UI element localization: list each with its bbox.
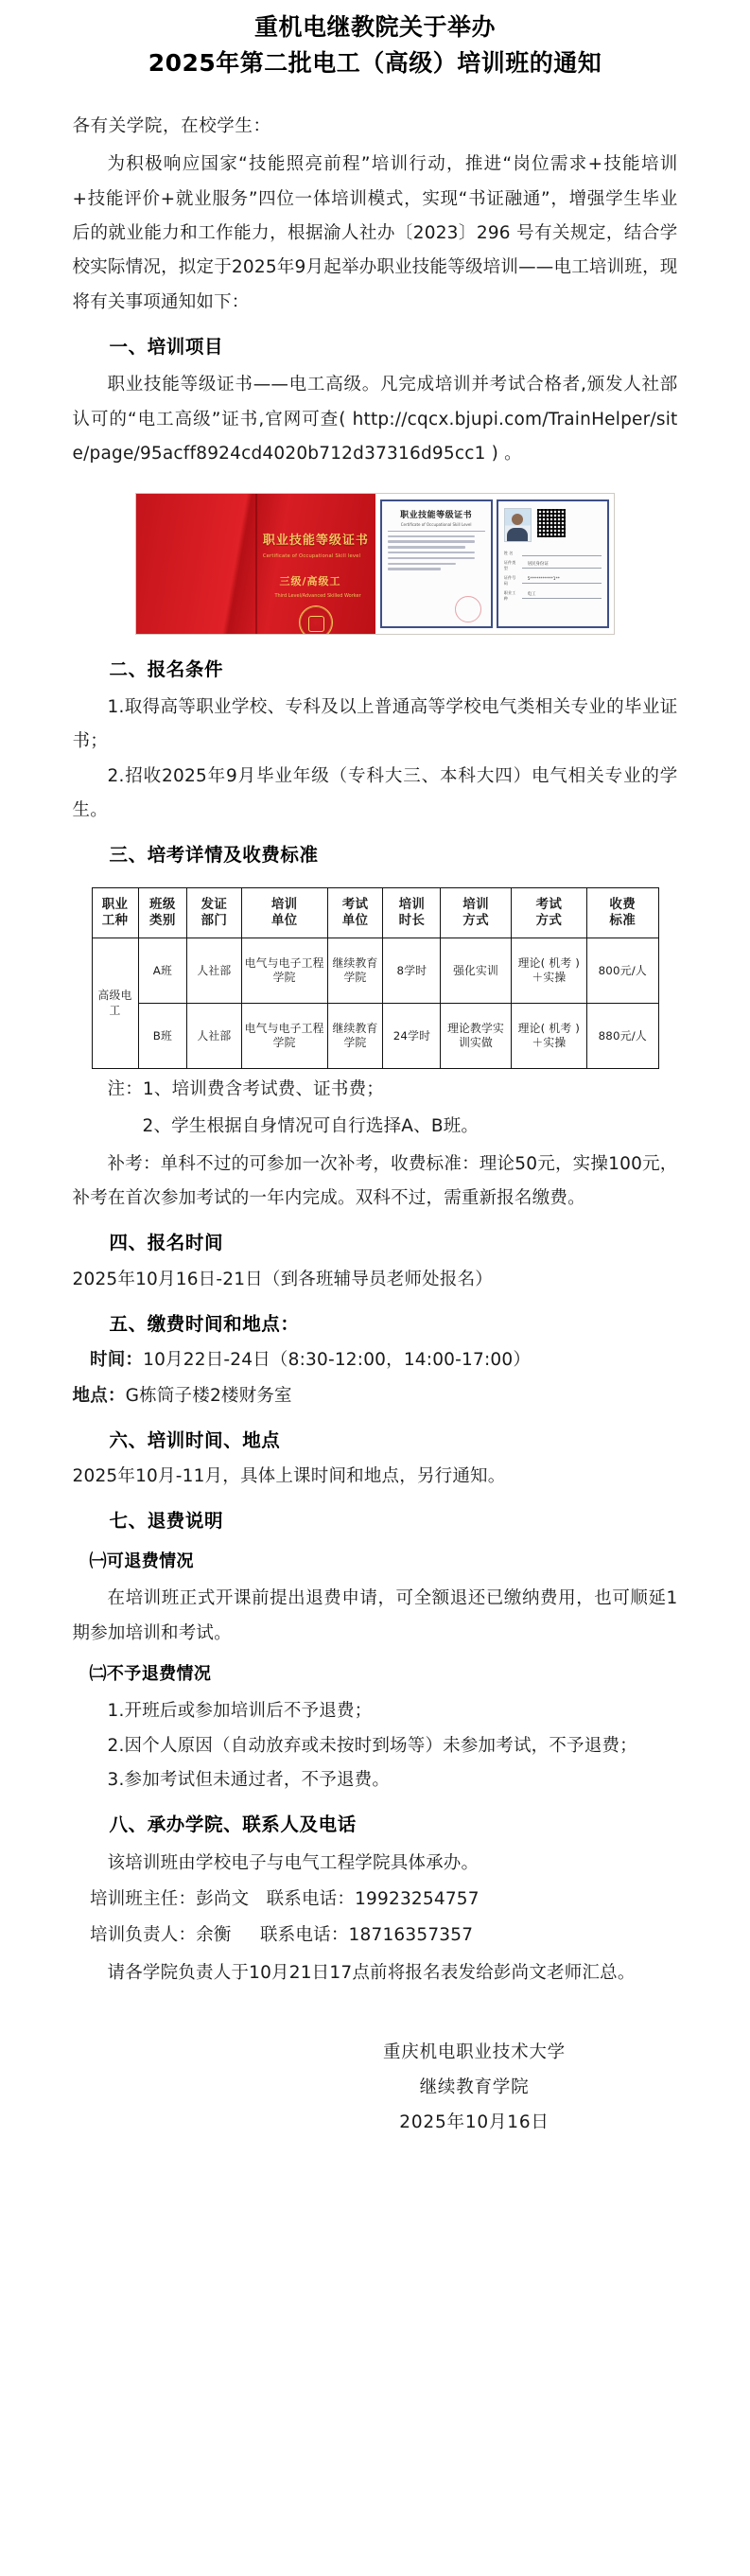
col-header-trade: 职业 工种 bbox=[92, 888, 138, 938]
inner-body-line bbox=[388, 557, 476, 559]
table-row bbox=[92, 938, 658, 1004]
col-header-fee: 收费 标准 bbox=[586, 888, 658, 938]
contact-manager-phone: 18716357357 bbox=[348, 1925, 474, 1945]
cell-hours: 24学时 bbox=[383, 1004, 441, 1069]
cell-exam-unit: 继续教育学院 bbox=[327, 1004, 383, 1069]
closing-paragraph: 请各学院负责人于10月21日17点前将报名表发给彭尚文老师汇总。 bbox=[107, 1963, 636, 1984]
title-line-2: 2025年第二批电工（高级）培训班的通知 bbox=[148, 49, 602, 77]
col-header-issuer: 发证 部门 bbox=[187, 888, 242, 938]
cell-fee: 880元/人 bbox=[586, 1004, 658, 1069]
field-label-occupation: 职业工种 bbox=[503, 589, 516, 601]
contact-manager-name: 余衡 bbox=[196, 1925, 232, 1945]
cell-exam-method: 理论( 机考 )＋实操 bbox=[511, 938, 586, 1004]
signature-date: 2025年10月16日 bbox=[399, 2112, 549, 2132]
section-heading-7: 七、退费说明 bbox=[109, 1509, 224, 1532]
section-heading-4: 四、报名时间 bbox=[109, 1232, 224, 1254]
signature-dept: 继续教育学院 bbox=[419, 2077, 530, 2097]
field-row-idtype bbox=[504, 560, 602, 571]
field-row-occupation bbox=[504, 590, 602, 602]
refundable-body: 在培训班正式开课前提出退费申请，可全额退还已缴纳费用，也可顺延1期参加培训和考试。 bbox=[72, 1588, 678, 1643]
payment-time-row bbox=[73, 1343, 678, 1377]
official-seal-icon bbox=[455, 596, 481, 622]
col-header-hours: 培训 时长 bbox=[383, 888, 441, 938]
cover-title-en: Certificate of Occupational Skill level bbox=[262, 553, 361, 560]
cover-seam bbox=[255, 494, 257, 634]
certificate-left-leaf bbox=[380, 499, 493, 628]
certificate-figure bbox=[73, 493, 678, 635]
contact-manager-role: 培训负责人： bbox=[90, 1925, 197, 1945]
table-note-1: 注：1、培训费含考试费、证书费； bbox=[107, 1079, 384, 1100]
nonrefundable-item-2: 2.因个人原因（自动放弃或未按时到场等）未参加考试，不予退费； bbox=[107, 1735, 637, 1756]
nonrefundable-item-1: 1.开班后或参加培训后不予退费； bbox=[107, 1701, 373, 1722]
cell-exam-method: 理论( 机考 )＋实操 bbox=[511, 1004, 586, 1069]
contact-director-phone: 19923254757 bbox=[355, 1888, 480, 1909]
inner-body-line bbox=[388, 535, 476, 537]
section-heading-6: 六、培训时间、地点 bbox=[109, 1428, 281, 1451]
col-header-train-method: 培训 方式 bbox=[441, 888, 511, 938]
certificate-cover bbox=[136, 494, 375, 634]
contact-row-director bbox=[73, 1883, 678, 1917]
payment-time-value: 10月22日-24日（8:30-12:00，14:00-17:00） bbox=[143, 1349, 532, 1370]
section-1-body: 职业技能等级证书——电工高级。凡完成培训并考试合格者,颁发人社部认可的“电工高级”证书,官网可查( http://cqcx.bjupi.com/TrainHelper/site/page/95acff8924cd4020b712d37316d95cc1 ) 。 bbox=[72, 375, 678, 464]
payment-time-label: 时间： bbox=[90, 1349, 144, 1370]
holder-photo-row bbox=[504, 508, 602, 542]
inner-body-line bbox=[388, 552, 476, 553]
section-heading-3: 三、培考详情及收费标准 bbox=[109, 844, 319, 867]
inner-body-line bbox=[388, 563, 456, 565]
cell-hours: 8学时 bbox=[383, 938, 441, 1004]
subsection-heading-nonrefundable: ㈡不予退费情况 bbox=[89, 1663, 212, 1684]
section-2-item-2: 2.招收2025年9月毕业年级（专科大三、本科大四）电气相关专业的学生。 bbox=[72, 765, 678, 820]
qr-code-icon bbox=[536, 508, 567, 538]
field-value-occupation-text: 电工 bbox=[527, 592, 536, 598]
cell-issuer: 人社部 bbox=[187, 1004, 242, 1069]
field-label-idno: 证件号码 bbox=[503, 574, 516, 586]
contact-director-name: 彭尚文 bbox=[196, 1888, 250, 1909]
section-2-item-1: 1.取得高等职业学校、专科及以上普通高等学校电气类相关专业的毕业证书； bbox=[72, 696, 678, 752]
table-row bbox=[92, 1004, 658, 1069]
contact-row-manager bbox=[73, 1919, 678, 1953]
col-header-train-unit: 培训 单位 bbox=[241, 888, 327, 938]
intro-paragraph: 为积极响应国家“技能照亮前程”培训行动，推进“岗位需求+技能培训+技能评价+就业服务”四位一体培训模式，实现“书证融通”，增强学生毕业后的就业能力和工作能力，根据渝人社办〔2023〕296 号有关规定，结合学校实际情况，拟定于2025年9月起举办职业技能等级培训——电工培训班，现将有关事项通知如下： bbox=[72, 154, 678, 312]
field-row-name bbox=[504, 551, 602, 556]
cell-train-unit: 电气与电子工程学院 bbox=[241, 938, 327, 1004]
payment-place-row bbox=[73, 1379, 678, 1413]
table-header-row bbox=[92, 888, 658, 938]
section-heading-8: 八、承办学院、联系人及电话 bbox=[109, 1814, 357, 1836]
field-row-idno bbox=[504, 575, 602, 587]
cover-title-cn: 职业技能等级证书 bbox=[262, 534, 369, 549]
inner-title-cn: 职业技能等级证书 bbox=[400, 510, 473, 520]
field-label-name: 姓 名 bbox=[503, 550, 514, 555]
national-emblem-icon bbox=[299, 605, 333, 635]
certificate-right-leaf bbox=[497, 499, 609, 628]
contact-manager-phone-label: 联系电话： bbox=[260, 1925, 349, 1945]
certificate-inner-spread bbox=[375, 494, 615, 634]
section-8-body: 该培训班由学校电子与电气工程学院具体承办。 bbox=[107, 1852, 480, 1873]
cell-train-method: 理论教学实训实做 bbox=[441, 1004, 511, 1069]
makeup-exam-paragraph: 补考：单科不过的可参加一次补考，收费标准：理论50元，实操100元，补考在首次参加考试的一年内完成。双科不过，需重新报名缴费。 bbox=[72, 1153, 678, 1209]
field-value-idtype bbox=[522, 563, 602, 569]
table-note-2: 2、学生根据自身情况可自行选择A、B班。 bbox=[142, 1115, 480, 1136]
signature-org: 重庆机电职业技术大学 bbox=[382, 2042, 566, 2062]
cell-trade: 高级电工 bbox=[92, 938, 138, 1069]
col-header-exam-unit: 考试 单位 bbox=[327, 888, 383, 938]
cell-exam-unit: 继续教育学院 bbox=[327, 938, 383, 1004]
holder-photo bbox=[504, 508, 532, 542]
inner-body-line bbox=[388, 568, 442, 570]
contact-director-phone-label: 联系电话： bbox=[266, 1888, 356, 1909]
cover-level-cn: 三级/高级工 bbox=[279, 574, 341, 587]
certificate-photo bbox=[135, 493, 615, 635]
section-heading-1: 一、培训项目 bbox=[109, 336, 224, 359]
field-label-idtype: 证件类型 bbox=[503, 559, 516, 570]
subsection-heading-refundable: ㈠可退费情况 bbox=[89, 1551, 194, 1571]
addressee-line: 各有关学院，在校学生： bbox=[72, 116, 271, 136]
cell-fee: 800元/人 bbox=[586, 938, 658, 1004]
section-6-body: 2025年10月-11月，具体上课时间和地点，另行通知。 bbox=[72, 1465, 506, 1486]
page-title bbox=[73, 9, 678, 81]
field-value-occupation bbox=[522, 593, 602, 599]
section-4-body: 2025年10月16日-21日（到各班辅导员老师处报名） bbox=[72, 1269, 493, 1289]
title-line-1: 重机电继教院关于举办 bbox=[253, 13, 496, 41]
field-value-idno-text: 5***********1** bbox=[527, 577, 560, 583]
inner-title-en: Certificate of Occupational Skill Level bbox=[400, 521, 472, 527]
cell-train-method: 强化实训 bbox=[441, 938, 511, 1004]
payment-place-value: G栋筒子楼2楼财务室 bbox=[125, 1385, 292, 1406]
cell-class: A班 bbox=[138, 938, 187, 1004]
field-value-idno bbox=[522, 578, 602, 584]
section-heading-2: 二、报名条件 bbox=[109, 657, 224, 680]
cell-train-unit: 电气与电子工程学院 bbox=[241, 1004, 327, 1069]
nonrefundable-item-3: 3.参加考试但未通过者，不予退费。 bbox=[107, 1770, 391, 1791]
payment-place-label: 地点： bbox=[72, 1385, 126, 1406]
contact-director-role: 培训班主任： bbox=[90, 1888, 197, 1909]
field-value-name bbox=[522, 551, 602, 556]
field-value-idtype-text: 居民身份证 bbox=[527, 562, 549, 568]
signature-block bbox=[73, 2035, 678, 2140]
col-header-class: 班级 类别 bbox=[138, 888, 187, 938]
fee-table bbox=[92, 887, 659, 1069]
fee-table-wrapper bbox=[73, 887, 678, 1069]
inner-divider bbox=[388, 531, 485, 532]
cover-level-en: Third Level/Advanced Skilled Worker bbox=[274, 592, 361, 599]
document-body bbox=[73, 9, 678, 2140]
cell-class: B班 bbox=[138, 1004, 187, 1069]
section-heading-5: 五、缴费时间和地点： bbox=[109, 1312, 300, 1335]
col-header-exam-method: 考试 方式 bbox=[511, 888, 586, 938]
cell-issuer: 人社部 bbox=[187, 938, 242, 1004]
inner-body-line bbox=[388, 540, 476, 542]
inner-body-line bbox=[388, 546, 466, 548]
